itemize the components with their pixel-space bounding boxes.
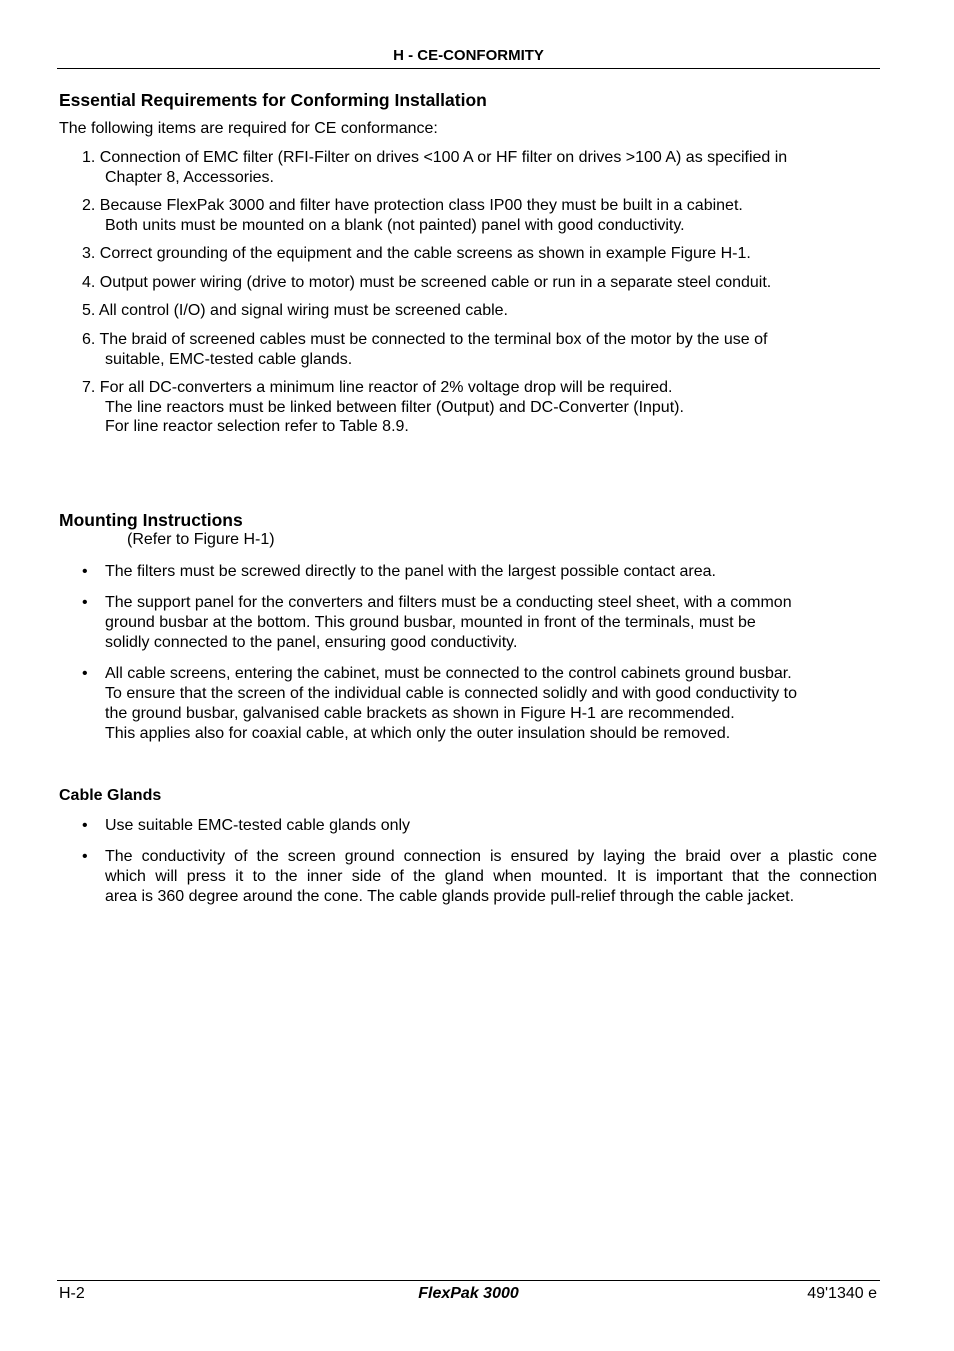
list-item-line: Use suitable EMC-tested cable glands only — [105, 817, 411, 834]
list-item — [82, 847, 882, 907]
list-item — [82, 378, 882, 437]
bullet-glyph: • — [82, 817, 88, 834]
list-item-line: Both units must be mounted on a blank (not painted) panel with good conductivity. — [105, 216, 685, 234]
list-item — [82, 330, 882, 369]
list-item-line: The support panel for the converters and filters must be a conducting steel sheet, with a common — [105, 594, 792, 611]
footer-document-number: 49'1340 e — [807, 1285, 877, 1302]
list-item-line: ground busbar at the bottom. This ground busbar, mounted in front of the terminals, must be — [105, 614, 756, 631]
section-heading-cable-glands: Cable Glands — [59, 787, 162, 804]
list-item-line: 6. The braid of screened cables must be connected to the terminal box of the motor by the use of — [82, 331, 768, 348]
list-item-line: suitable, EMC-tested cable glands. — [105, 350, 353, 368]
bullet-glyph: • — [82, 594, 88, 611]
list-item-line: area is 360 degree around the cone. The cable glands provide pull-relief through the cable jacket. — [105, 888, 795, 905]
list-item — [82, 273, 882, 293]
list-item-line: 2. Because FlexPak 3000 and filter have protection class IP00 they must be built in a cabinet. — [82, 197, 743, 214]
bullet-glyph: • — [82, 665, 88, 682]
list-item — [82, 196, 882, 235]
list-item-line: To ensure that the screen of the individual cable is connected solidly and with good conductivity to — [105, 685, 797, 702]
list-item-line: For line reactor selection refer to Table 8.9. — [105, 418, 409, 435]
list-item-line: 5. All control (I/O) and signal wiring must be screened cable. — [82, 302, 508, 319]
list-item-line: solidly connected to the panel, ensuring good conductivity. — [105, 634, 518, 651]
list-item — [82, 593, 882, 653]
section-heading-mounting-instructions: Mounting Instructions — [59, 510, 243, 530]
footer-divider — [57, 1280, 880, 1281]
figure-reference: (Refer to Figure H-1) — [127, 531, 275, 548]
section-heading-essential-requirements: Essential Requirements for Conforming Installation — [59, 90, 487, 110]
section-intro: The following items are required for CE conformance: — [59, 120, 438, 137]
list-item-line: 7. For all DC-converters a minimum line reactor of 2% voltage drop will be required. — [82, 379, 673, 396]
list-item — [82, 816, 882, 836]
list-item-line: 4. Output power wiring (drive to motor) must be screened cable or run in a separate steel conduit. — [82, 274, 772, 291]
list-item — [82, 664, 882, 744]
list-item-line: 1. Connection of EMC filter (RFI-Filter on drives <100 A or HF filter on drives >100 A) as specified in — [82, 149, 788, 166]
list-item — [82, 301, 882, 321]
list-item-line: The line reactors must be linked between filter (Output) and DC-Converter (Input). — [105, 398, 684, 416]
bullet-glyph: • — [82, 563, 88, 580]
list-item — [82, 148, 882, 187]
list-item-line: All cable screens, entering the cabinet, must be connected to the control cabinets ground busbar. — [105, 665, 792, 682]
list-item-line: The filters must be screwed directly to the panel with the largest possible contact area. — [105, 563, 716, 580]
footer-product-name: FlexPak 3000 — [418, 1285, 519, 1302]
list-item — [82, 562, 882, 582]
list-item — [82, 244, 882, 264]
footer-page-number: H-2 — [59, 1285, 85, 1302]
list-item-line: This applies also for coaxial cable, at which only the outer insulation should be removed. — [105, 725, 731, 742]
list-item-line: Chapter 8, Accessories. — [105, 168, 274, 186]
list-item-line: the ground busbar, galvanised cable brackets as shown in Figure H-1 are recommended. — [105, 705, 735, 722]
list-item-line: The conductivity of the screen ground connection is ensured by laying the braid over a plastic cone — [105, 848, 877, 865]
header-divider — [57, 68, 880, 69]
bullet-glyph: • — [82, 848, 88, 865]
list-item-line: which will press it to the inner side of the gland when mounted. It is important that the connection — [105, 868, 877, 885]
page-header-title: H - CE-CONFORMITY — [393, 47, 544, 64]
list-item-line: 3. Correct grounding of the equipment and the cable screens as shown in example Figure H-1. — [82, 245, 751, 262]
